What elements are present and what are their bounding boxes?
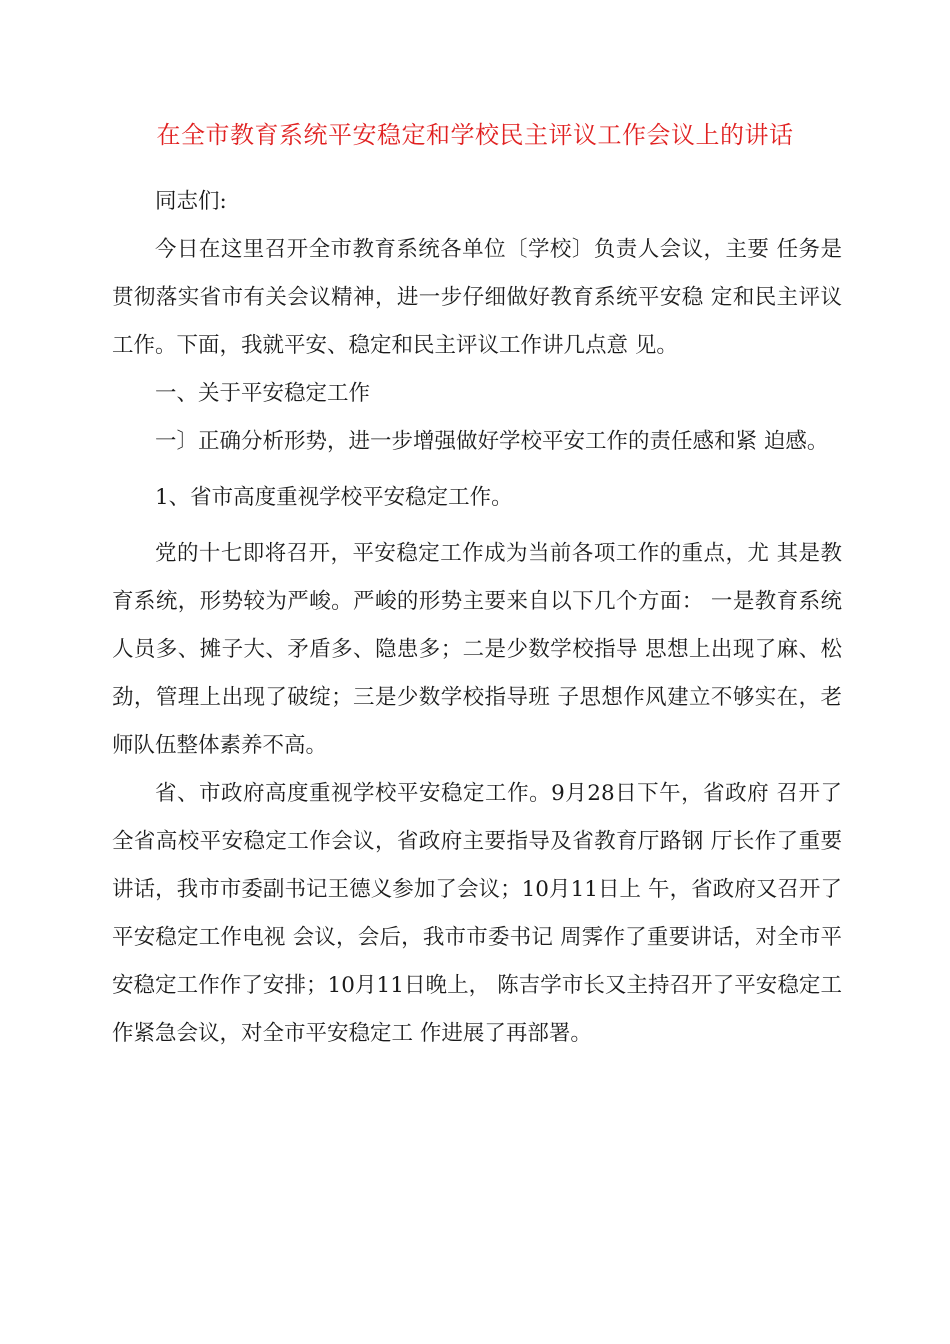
paragraph-government: 省、市政府高度重视学校平安稳定工作。9月28日下午，省政府 召开了全省高校平安稳定工作会议，省政府主要指导及省教育厅路钢 厅长作了重要讲话，我市市委副书记王德义参加了会议；10月11日上 午，省政府又召开了平安稳定工作电视 会议，会后，我市市委书记 周霁作了重要讲话，对全市平安稳定工作作了安排；10月11日晚上， 陈吉学市长又主持召开了平安稳定工作紧急会议，对全市平安稳定工 作进展了再部署。 — [112, 781, 842, 1046]
point-heading-1: 1、省市高度重视学校平安稳定工作。 — [155, 485, 513, 510]
paragraph-situation: 党的十七即将召开，平安稳定工作成为当前各项工作的重点，尤 其是教育系统，形势较为严峻。严峻的形势主要来自以下几个方面： 一是教育系统人员多、摊子大、矛盾多、隐患多；二是少数学校指导 思想上出现了麻、松劲，管理上出现了破绽；三是少数学校指导班 子思想作风建立不够实在，老师队伍整体素养不高。 — [112, 541, 842, 758]
paragraph-intro: 今日在这里召开全市教育系统各单位〔学校〕负责人会议，主要 任务是贯彻落实省市有关会议精神，进一步仔细做好教育系统平安稳 定和民主评议工作。下面，我就平安、稳定和民主评议工作讲几点意 见。 — [112, 237, 842, 358]
subsection-heading-1: 一〕正确分析形势，进一步增强做好学校平安工作的责任感和紧 迫感。 — [155, 429, 829, 454]
salutation: 同志们: — [155, 189, 227, 214]
document-body — [112, 178, 842, 1058]
document-title: 在全市教育系统平安稳定和学校民主评议工作会议上的讲话 — [156, 121, 794, 149]
section-heading-1: 一、关于平安稳定工作 — [155, 381, 371, 406]
